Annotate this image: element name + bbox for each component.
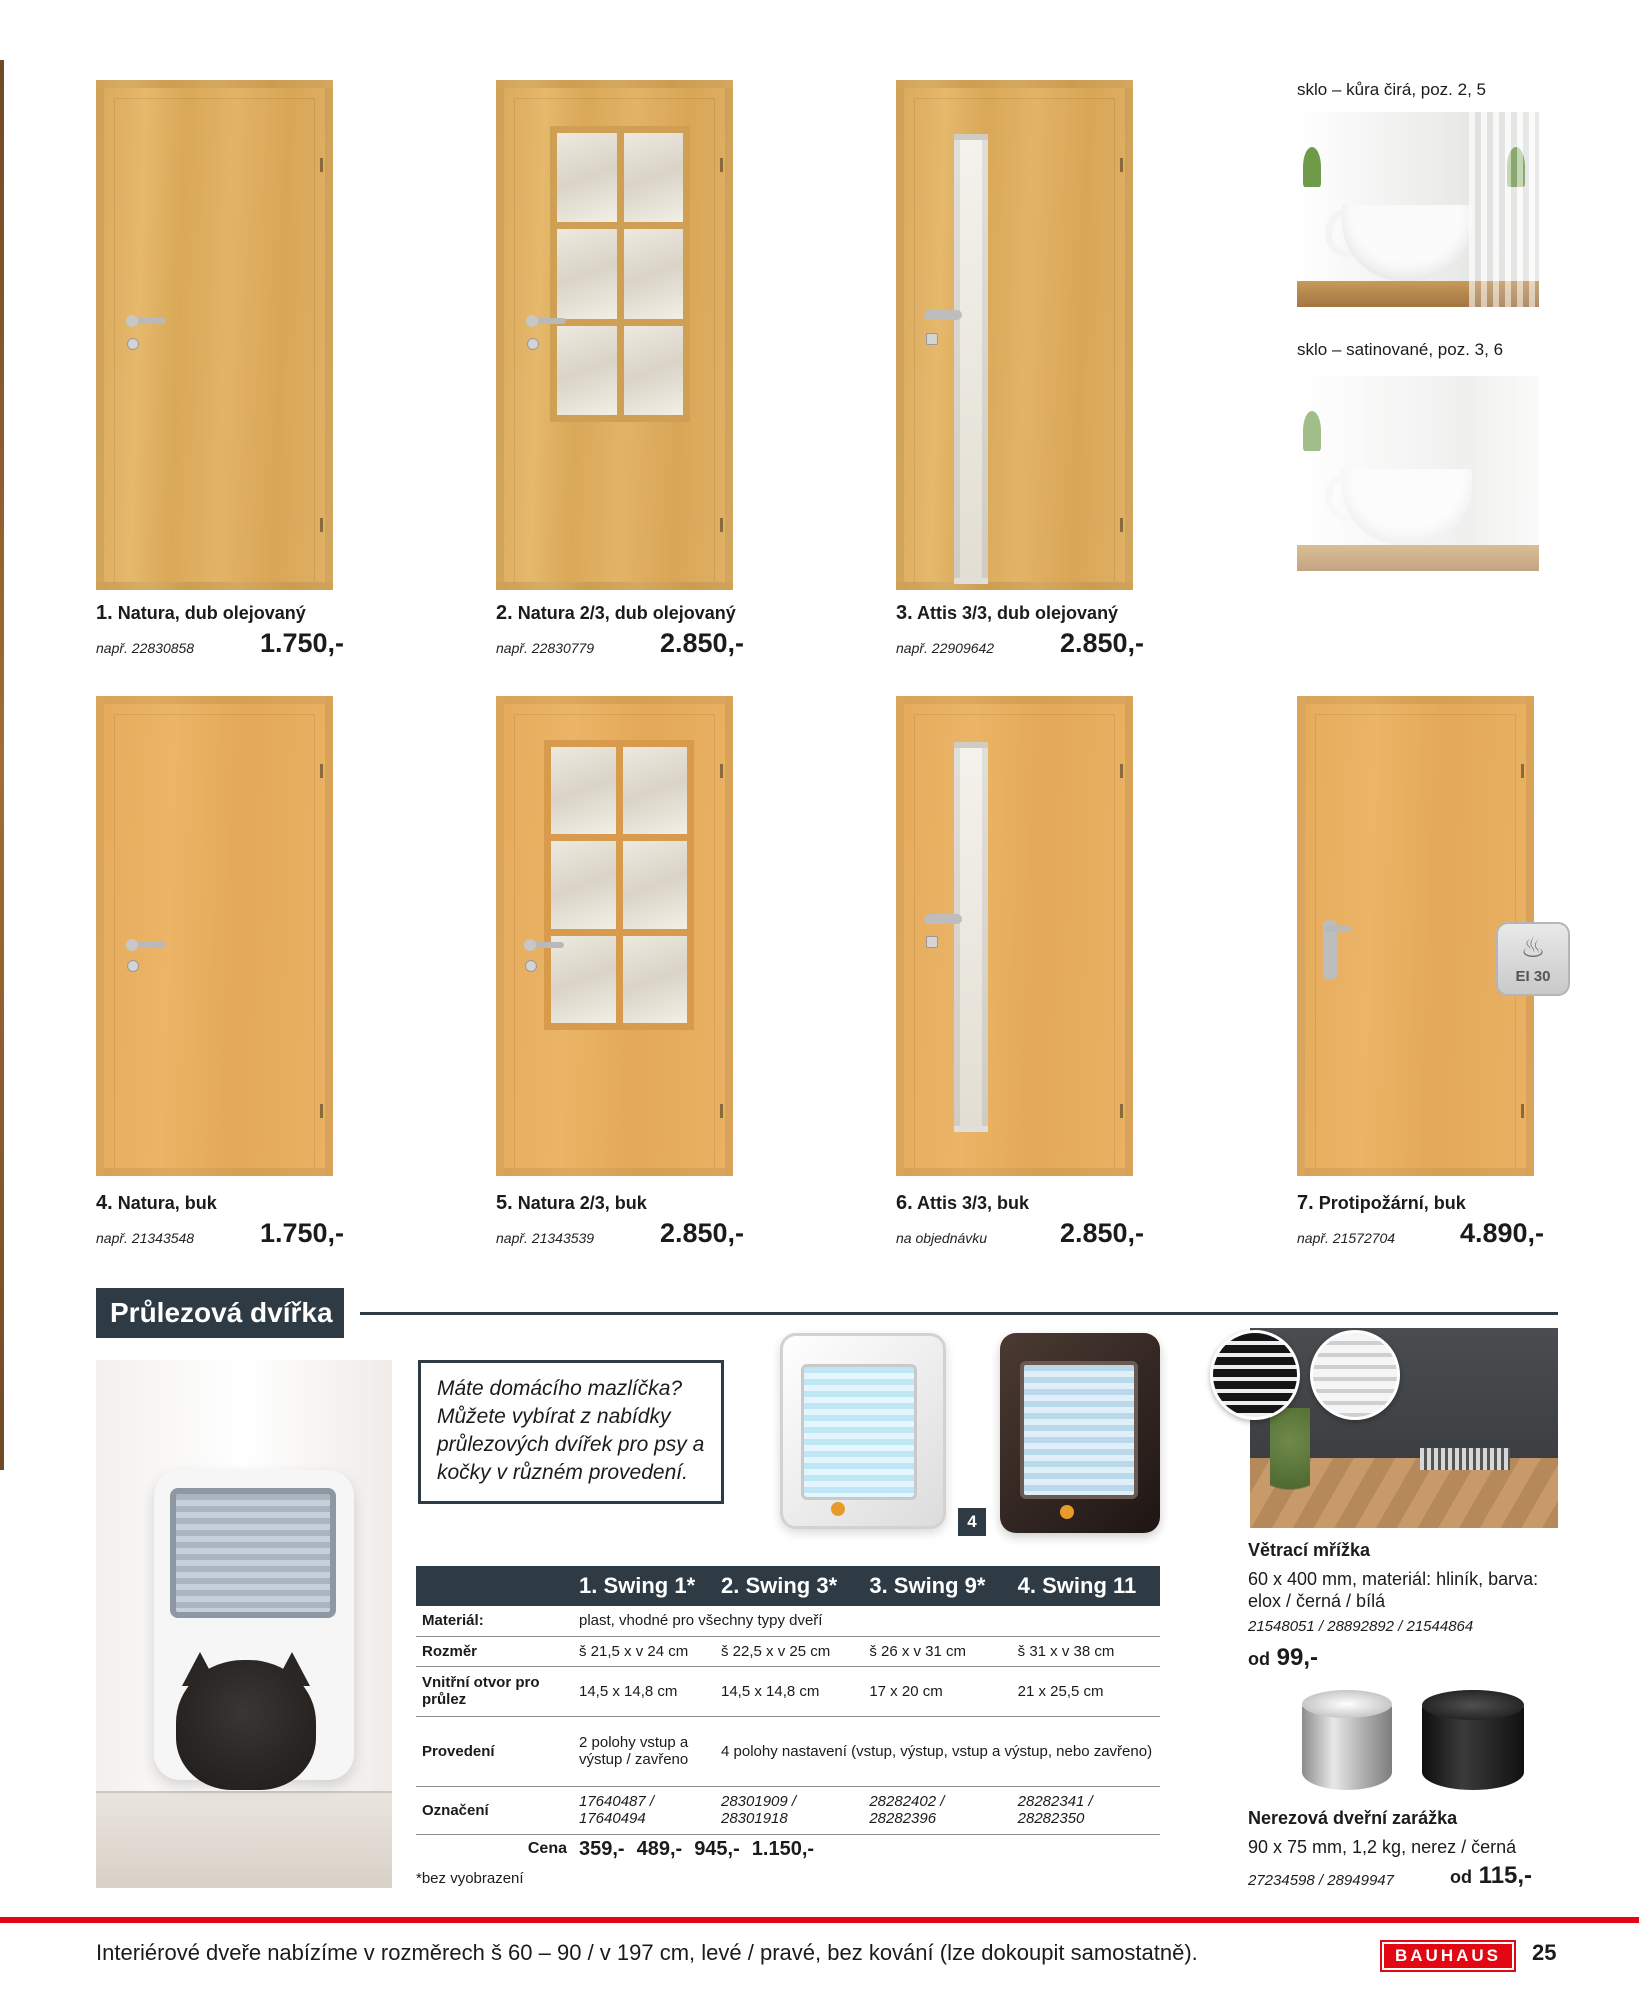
door-image-6[interactable] <box>896 696 1133 1176</box>
vent-price: od 99,- <box>1248 1644 1319 1671</box>
vent-article: 21548051 / 28892892 / 21544864 <box>1248 1618 1474 1635</box>
cat-flap-photo <box>96 1360 392 1888</box>
door-stopper-steel-image[interactable] <box>1302 1690 1392 1790</box>
door-image-3[interactable] <box>896 80 1133 590</box>
page-number: 25 <box>1532 1940 1557 1965</box>
table-header-cell <box>416 1566 573 1606</box>
table-cell: š 31 x v 38 cm <box>1012 1636 1160 1666</box>
table-row <box>416 1636 1160 1666</box>
stopper-article: 27234598 / 28949947 <box>1248 1872 1394 1889</box>
door-price-6: 2.850,- <box>1059 1218 1144 1248</box>
table-row <box>416 1786 1160 1834</box>
table-cell: 489,- <box>636 1837 683 1860</box>
page-edge-strip <box>0 60 4 1470</box>
glass-panel <box>550 126 690 422</box>
glass-caption-1: sklo – kůra čirá, poz. 2, 5 <box>1297 80 1486 99</box>
door-title-4: 4. Natura, buk <box>96 1192 217 1214</box>
table-cell: 17640487 / 17640494 <box>573 1786 715 1834</box>
glass-panel <box>544 740 694 1030</box>
vent-grille-black-swatch <box>1210 1330 1300 1420</box>
glass-caption-2: sklo – satinované, poz. 3, 6 <box>1297 340 1504 359</box>
table-header-cell: 1. Swing 1* <box>573 1566 715 1606</box>
table-cell: 14,5 x 14,8 cm <box>573 1666 715 1716</box>
fire-rating-badge: ♨ EI 30 <box>1496 922 1570 996</box>
table-header-cell: 3. Swing 9* <box>863 1566 1011 1606</box>
table-row <box>416 1835 820 1867</box>
door-title-6: 6. Attis 3/3, buk <box>896 1192 1030 1214</box>
row-label: Vnitřní otvor pro průlez <box>416 1666 573 1716</box>
table-cell: 28282402 / 28282396 <box>863 1786 1011 1834</box>
table-cell: plast, vhodné pro všechny typy dveří <box>573 1606 1160 1636</box>
row-label: Provedení <box>416 1716 573 1786</box>
table-cell: 945,- <box>694 1837 740 1860</box>
door-price-3: 2.850,- <box>1059 628 1144 658</box>
door-title-2: 2. Natura 2/3, dub olejovaný <box>496 602 736 624</box>
table-header-cell: 2. Swing 3* <box>715 1566 863 1606</box>
pet-flap-brown-image[interactable] <box>1000 1333 1160 1533</box>
door-article-4: např. 21343548 <box>96 1230 195 1246</box>
pet-flap-white-image[interactable] <box>780 1333 946 1529</box>
glass-sample-satin <box>1297 376 1539 571</box>
section-title: Průlezová dvířka <box>96 1288 344 1338</box>
table-cell: 28301909 / 28301918 <box>715 1786 863 1834</box>
table-cell: š 26 x v 31 cm <box>863 1636 1011 1666</box>
table-cell: 2 polohy vstup a výstup / zavřeno <box>573 1716 715 1786</box>
row-label: Označení <box>416 1786 573 1834</box>
table-cell: 1.150,- <box>751 1837 815 1860</box>
table-cell: 21 x 25,5 cm <box>1012 1666 1160 1716</box>
glass-sample-clear <box>1297 112 1539 307</box>
product-number-badge: 4 <box>958 1508 986 1536</box>
door-price-4: 1.750,- <box>259 1218 344 1248</box>
door-article-3: např. 22909642 <box>896 640 995 656</box>
door-article-5: např. 21343539 <box>496 1230 595 1246</box>
row-label: Materiál: <box>416 1606 573 1636</box>
flame-icon: ♨ <box>1520 932 1546 963</box>
pet-flap-spec-table <box>416 1566 1160 1860</box>
table-footnote: *bez vyobrazení <box>416 1870 524 1887</box>
door-title-3: 3. Attis 3/3, dub olejovaný <box>896 602 1119 624</box>
section-divider <box>360 1312 1558 1315</box>
door-article-2: např. 22830779 <box>496 640 595 656</box>
vent-title: Větrací mřížka <box>1248 1540 1371 1560</box>
table-header-cell: 4. Swing 11 <box>1012 1566 1160 1606</box>
vent-description: 60 x 400 mm, materiál: hliník, barva: elox / černá / bílá <box>1248 1569 1539 1611</box>
door-image-2[interactable] <box>496 80 733 590</box>
door-image-1[interactable] <box>96 80 333 590</box>
stopper-price: od 115,- <box>1450 1862 1533 1889</box>
door-article-6: na objednávku <box>896 1230 988 1246</box>
footer-note: Interiérové dveře nabízíme v rozměrech š 60 – 90 / v 197 cm, levé / pravé, bez kování (lze dokoupit samostatně). <box>96 1940 1198 1965</box>
cat-figure <box>176 1660 316 1790</box>
door-price-2: 2.850,- <box>659 628 744 658</box>
door-title-7: 7. Protipožární, buk <box>1297 1192 1466 1214</box>
door-title-5: 5. Natura 2/3, buk <box>496 1192 647 1214</box>
glass-strip <box>954 742 988 1132</box>
table-row <box>416 1606 1160 1636</box>
door-title-1: 1. Natura, dub olejovaný <box>96 602 306 624</box>
footer-accent-bar <box>0 1917 1639 1923</box>
pet-callout-box: Máte domácího mazlíčka? Můžete vybírat z nabídky průlezových dvířek pro psy a kočky v různém provedení. <box>418 1360 724 1504</box>
vent-grille-white-swatch <box>1310 1330 1400 1420</box>
stopper-title: Nerezová dveřní zarážka <box>1248 1808 1458 1828</box>
table-cell: 17 x 20 cm <box>863 1666 1011 1716</box>
table-row <box>416 1716 1160 1786</box>
table-cell: 359,- <box>579 1837 625 1860</box>
door-image-4[interactable] <box>96 696 333 1176</box>
bauhaus-logo: BAUHAUS <box>1382 1942 1514 1970</box>
row-label: Rozměr <box>416 1636 573 1666</box>
stopper-description: 90 x 75 mm, 1,2 kg, nerez / černá <box>1248 1837 1517 1857</box>
door-article-7: např. 21572704 <box>1297 1230 1396 1246</box>
door-image-5[interactable] <box>496 696 733 1176</box>
table-row <box>416 1666 1160 1716</box>
table-cell: š 22,5 x v 25 cm <box>715 1636 863 1666</box>
door-price-5: 2.850,- <box>659 1218 744 1248</box>
table-cell: š 21,5 x v 24 cm <box>573 1636 715 1666</box>
glass-strip <box>954 134 988 584</box>
table-cell: 28282341 / 28282350 <box>1012 1786 1160 1834</box>
row-label: Cena <box>527 1840 567 1857</box>
table-cell: 14,5 x 14,8 cm <box>715 1666 863 1716</box>
door-price-7: 4.890,- <box>1459 1218 1544 1248</box>
door-price-1: 1.750,- <box>259 628 344 658</box>
door-stopper-black-image[interactable] <box>1422 1690 1524 1790</box>
table-header-row <box>416 1566 1160 1606</box>
door-article-1: např. 22830858 <box>96 640 195 656</box>
table-cell: 4 polohy nastavení (vstup, výstup, vstup a výstup, nebo zavřeno) <box>715 1716 1160 1786</box>
